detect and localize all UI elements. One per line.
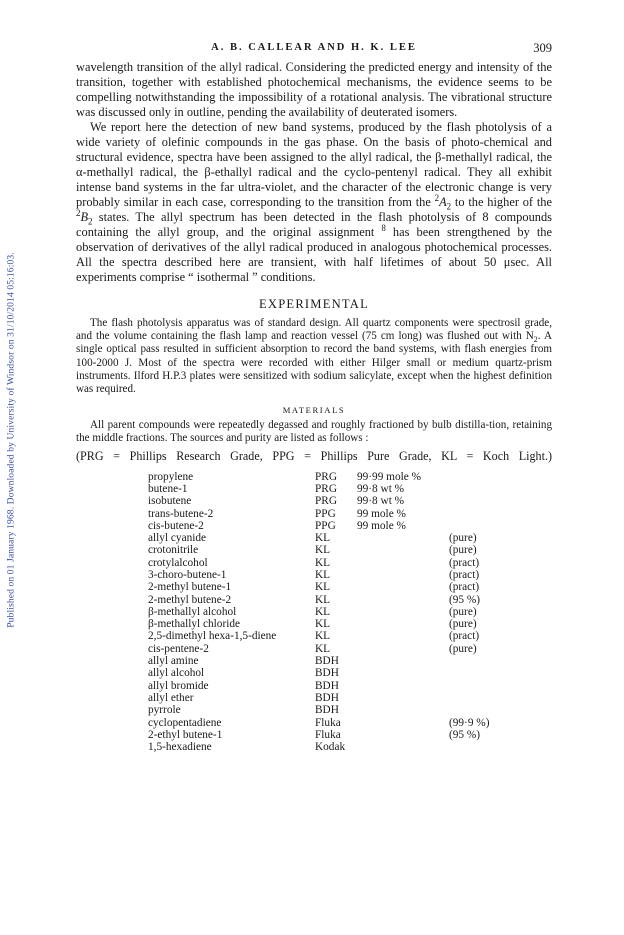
table-row [148, 557, 552, 569]
compound-name: 2-methyl butene-1 [148, 581, 232, 594]
compound-name: trans-butene-2 [148, 507, 214, 520]
compound-grade [449, 471, 519, 483]
compound-source: PRG [315, 470, 337, 483]
table-row [148, 630, 552, 642]
compound-source: Fluka [315, 728, 341, 741]
abbreviation-key: (PRG = Phillips Research Grade, PPG = Phillips Pure Grade, KL = Koch Light.) [76, 448, 552, 463]
compound-purity [357, 606, 449, 618]
compound-name: allyl cyanide [148, 532, 207, 545]
table-row [148, 717, 552, 729]
compound-name: allyl alcohol [148, 667, 205, 680]
compound-purity [357, 581, 449, 593]
compound-grade: (pure) [449, 544, 477, 557]
paragraph-materials-intro: All parent compounds were repeatedly degassed and roughly fractioned by bulb distilla-tion, retaining the middle fractions. The sources and purity are listed as follows : [76, 419, 552, 445]
compound-grade: (pract) [449, 630, 480, 643]
compound-purity: 99·99 mole % [357, 470, 422, 483]
table-row [148, 655, 552, 667]
compound-purity: 99 mole % [357, 507, 406, 520]
table-row [148, 704, 552, 716]
running-header [76, 42, 552, 60]
compound-name: β-methallyl chloride [148, 618, 241, 631]
compound-purity: 99 mole % [357, 519, 406, 532]
table-row [148, 532, 552, 544]
page [76, 42, 552, 753]
compound-grade [449, 680, 519, 692]
compound-purity [357, 704, 449, 716]
compound-name: butene-1 [148, 482, 188, 495]
compound-purity [357, 532, 449, 544]
page-number: 309 [533, 41, 552, 55]
compound-purity [357, 741, 449, 753]
compound-grade [449, 704, 519, 716]
compound-source: KL [315, 642, 331, 655]
compound-grade [449, 667, 519, 679]
compound-purity [357, 680, 449, 692]
compound-source: KL [315, 532, 331, 545]
subsection-heading-materials: MATERIALS [282, 405, 346, 416]
compound-source: BDH [315, 704, 339, 717]
compound-name: cis-pentene-2 [148, 642, 209, 655]
compound-grade: (95 %) [449, 593, 481, 606]
compound-source: BDH [315, 691, 339, 704]
compound-name: β-methallyl alcohol [148, 605, 237, 618]
compound-name: allyl amine [148, 655, 199, 668]
table-row [148, 471, 552, 483]
table-row [148, 483, 552, 495]
compound-source: KL [315, 569, 331, 581]
compound-name: isobutene [148, 495, 192, 508]
compound-source: PPG [315, 519, 336, 532]
compound-purity [357, 594, 449, 606]
table-row [148, 594, 552, 606]
paragraph-continued: wavelength transition of the allyl radical. Considering the predicted energy and intensity of the transition, together with established photochemical mechanisms, the evidence seems to be compelling notwithstanding the impossibility of a rotational analysis. The vibrational structure was discussed only in outline, pending the availability of deuterated isomers. [76, 60, 552, 119]
table-row [148, 618, 552, 630]
compound-grade [449, 692, 519, 704]
side-watermark [2, 0, 20, 935]
paragraph-band-systems: We report here the detection of new band systems, produced by the flash photolysis of a wide variety of olefinic compounds in the gas phase. On the basis of photo-chemical and structural evidence, spectra have been assigned to the allyl radical, the β-methallyl radical, the α-methallyl radical, the β-ethallyl radical and the cyclo-pentenyl radical. They all exhibit intense band systems in the far ultra-violet, and the character of the electronic change is very probably similar in each case, corresponding to the transition from the $^2A_2$ to the higher of the $^2B_2$ states. The allyl spectrum has been detected in the flash photolysis of 8 compounds containing the allyl group, and the original assignment $^8$ has been strengthened by the observation of derivatives of the allyl radical produced in analogous photochemical processes. All the spectra described here are transient, with half lifetimes of about 50 μsec. All experiments comprise “ isothermal ” conditions. [76, 120, 552, 284]
compound-name: crotylalcohol [148, 556, 208, 569]
compound-name: allyl ether [148, 691, 194, 704]
compound-purity [357, 630, 449, 642]
compound-grade: (pure) [449, 618, 477, 631]
table-row [148, 729, 552, 741]
compound-purity [357, 692, 449, 704]
compound-name: 3-choro-butene-1 [148, 569, 227, 581]
table-row [148, 692, 552, 704]
compound-source: KL [315, 605, 331, 618]
compound-name: cyclopentadiene [148, 716, 222, 729]
compound-name: pyrrole [148, 704, 181, 717]
compound-grade [449, 655, 519, 667]
compound-purity [357, 667, 449, 679]
compound-name: propylene [148, 470, 194, 483]
compound-source: BDH [315, 679, 339, 692]
compound-purity [357, 557, 449, 569]
compound-grade [449, 495, 519, 507]
compound-source: PRG [315, 482, 337, 495]
compound-name: cis-butene-2 [148, 519, 204, 532]
reference-marker: 8 [381, 222, 386, 233]
compound-grade [449, 483, 519, 495]
compound-grade: (95 %) [449, 728, 481, 741]
section-heading-experimental: EXPERIMENTAL [259, 297, 369, 311]
compound-grade: (pract) [449, 556, 480, 569]
compound-grade: (pure) [449, 532, 477, 545]
compound-name: allyl bromide [148, 679, 209, 692]
compound-name: 1,5-hexadiene [148, 741, 212, 754]
compound-grade: (pract) [449, 569, 480, 581]
compound-source: KL [315, 593, 331, 606]
table-row [148, 606, 552, 618]
compound-grade [449, 508, 519, 520]
compound-source: BDH [315, 655, 339, 668]
compound-source: Kodak [315, 741, 346, 754]
paragraph-apparatus: The flash photolysis apparatus was of standard design. All quartz components were spectrosil grade, and the volume containing the flash lamp and reaction vessel (75 cm long) was flushed out with $N_2$. A single optical pass resulted in sufficient absorption to record the band systems, with flash energies from 100-2000 J. Most of the spectra were recorded with either Hilger small or medium quartz-prism instruments. Ilford H.P.3 plates were sensitized with sodium salicylate, except when the highest definition was required. [76, 317, 552, 396]
compound-source: KL [315, 556, 331, 569]
compound-grade [449, 741, 519, 753]
compound-purity [357, 717, 449, 729]
compound-source: KL [315, 581, 331, 594]
table-row [148, 569, 552, 581]
compound-purity [357, 618, 449, 630]
compound-grade: (pure) [449, 642, 477, 655]
table-row [148, 495, 552, 507]
table-row [148, 544, 552, 556]
compound-purity [357, 569, 449, 581]
compound-source: BDH [315, 667, 339, 680]
compound-purity: 99·8 wt % [357, 482, 405, 495]
running-header-authors: A. B. CALLEAR AND H. K. LEE [211, 42, 417, 53]
table-row [148, 741, 552, 753]
compound-name: 2-methyl butene-2 [148, 593, 232, 606]
compound-grade: (99·9 %) [449, 716, 490, 729]
compound-purity [357, 544, 449, 556]
compound-source: PRG [315, 495, 337, 508]
table-row [148, 680, 552, 692]
compound-source: KL [315, 630, 331, 643]
compound-source: KL [315, 618, 331, 631]
compound-purity [357, 643, 449, 655]
compound-purity [357, 655, 449, 667]
compound-grade: (pract) [449, 581, 480, 594]
compound-source: KL [315, 544, 331, 557]
table-row [148, 508, 552, 520]
table-row [148, 581, 552, 593]
table-row [148, 667, 552, 679]
side-watermark-text: Published on 01 January 1968. Downloaded by University of Windsor on 31/10/2014 05:16:03. [5, 252, 17, 628]
compound-name: 2-ethyl butene-1 [148, 728, 223, 741]
compound-source: Fluka [315, 716, 341, 729]
compound-source: PPG [315, 507, 336, 520]
compound-grade: (pure) [449, 605, 477, 618]
table-row [148, 643, 552, 655]
compound-purity: 99·8 wt % [357, 495, 405, 508]
compound-name: crotonitrile [148, 544, 199, 557]
compound-name: 2,5-dimethyl hexa-1,5-diene [148, 630, 277, 643]
compound-purity [357, 729, 449, 741]
materials-table [148, 471, 552, 754]
compound-grade [449, 520, 519, 532]
table-row [148, 520, 552, 532]
